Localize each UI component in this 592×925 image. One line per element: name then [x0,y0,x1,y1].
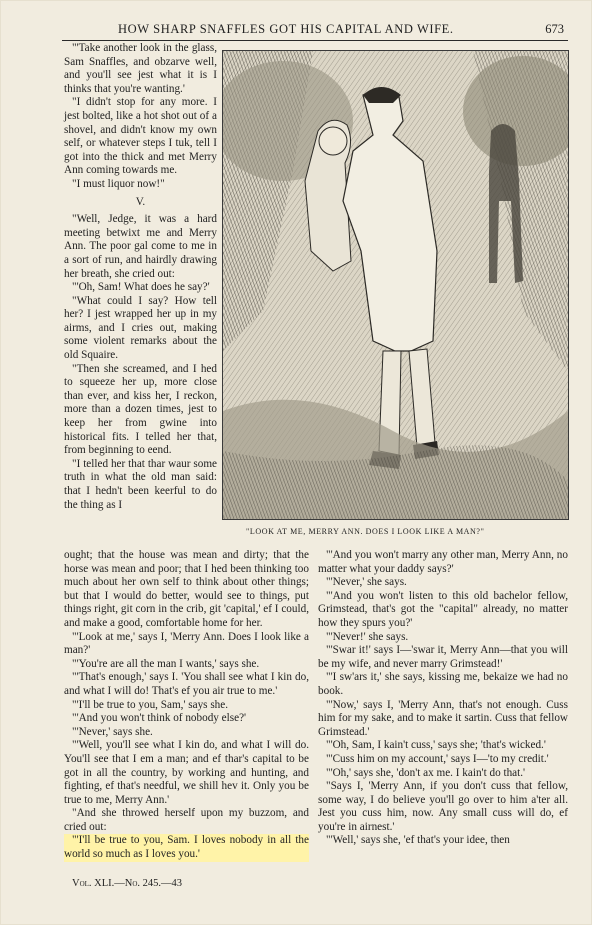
highlighted-paragraph: "'I'll be true to you, Sam. I loves nobody in all the world so much as I loves you.' [64,834,309,861]
bottom-right-column [318,549,568,848]
paragraph: "And she throwed herself upon my buzzom, and cried out: [64,807,309,833]
paragraph: "'That's enough,' says I. 'You shall see what I kin do, and what I will do! That's ef you air true to me.' [64,671,309,697]
page-number: 673 [545,22,564,36]
section-heading: V. [135,195,146,208]
paragraph: "'Oh,' says she, 'don't ax me. I kain't do that.' [326,766,526,779]
paragraph: "'Never!' she says. [326,630,409,643]
paragraph: "'And you won't think of nobody else?' [72,712,247,725]
paragraph: "'Well, you'll see what I kin do, and what I will do. You'll see that I em a man; and ef thar's capital to be got in all the country, by working and hunting, and fighting, ef that's needful, we shill hev it. Only you be true to me, Merry Ann.' [64,739,309,806]
paragraph: "'Take another look in the glass, Sam Snaffles, and obzarve well, and you'll see jest what it is I thinks that you're wanting.' [64,42,217,95]
paragraph: "I telled her that thar waur some truth in what the old man said: that I hedn't been keerful to do the thing as I [64,457,217,511]
paragraph: "I didn't stop for any more. I jest bolted, like a hot shot out of a shovel, and didn't know my own self, or whatever steps I tuk, tell I got into the thick and met Merry Ann coming towards me. [64,96,217,177]
header-title: HOW SHARP SNAFFLES GOT HIS CAPITAL AND WIFE. [118,22,454,36]
paragraph: "Then she screamed, and I hed to squeeze her up, more close than ever, and kiss her, I reckon, more than a dozen times, jest to keep her from gwine into historical fits. I telled her that, from beginning to eend. [64,362,217,457]
paragraph: "'Well,' says she, 'ef that's your idee, then [326,834,510,847]
paragraph: "'I'll be true to you, Sam,' says she. [72,698,229,711]
paragraph: "'Cuss him on my account,' says I—'to my credit.' [326,752,549,765]
paragraph: "'You're are all the man I wants,' says she. [72,657,260,670]
left-column-top [64,42,217,512]
paragraph: "'Never,' she says. [326,576,407,589]
paragraph: "'Swar it!' says I—'swar it, Merry Ann—that you will be my wife, and never marry Grimstead!' [318,644,568,670]
paragraph: ought; that the house was mean and dirty; that the horse was mean and poor; that I hed been thinking too much about her own self to think about other things; but that I would do better, would see to things, put things right, git corn in the crib, git 'capital,' ef I could, and make a good, comfortable home for her. [64,549,309,629]
paragraph: "Well, Jedge, it was a hard meeting betwixt me and Merry Ann. The poor gal come to me in a sort of run, and hairdly drawing her breath, she cried out: [64,213,217,280]
paragraph: "What could I say? How tell her? I jest wrapped her up in my airms, and I cries out, making some violent remarks about the old Squaire. [64,294,217,362]
illustration-caption: "LOOK AT ME, MERRY ANN. DOES I LOOK LIKE A MAN?" [246,527,485,536]
page-footer: Vol. XLI.—No. 245.—43 [72,878,183,889]
paragraph: "I must liquor now!" [72,177,165,190]
running-header [62,22,568,41]
paragraph: "'And you won't marry any other man, Merry Ann, no matter what your daddy says?' [318,549,568,575]
engraving-illustration [222,50,569,520]
paragraph: "'Look at me,' says I, 'Merry Ann. Does I look like a man?' [64,630,309,657]
paragraph: "'Never,' says she. [72,725,153,738]
paragraph: "'Oh, Sam, I kain't cuss,' says she; 'that's wicked.' [326,739,546,752]
paragraph: "'And you won't listen to this old bachelor fellow, Grimstead, that's got the "capital" already, no matter how they spurs you?' [318,589,568,629]
bottom-left-column [64,549,309,862]
paragraph: "'Oh, Sam! What does he say?' [72,281,210,294]
paragraph: "'I sw'ars it,' she says, kissing me, bekaize we had no book. [318,671,568,697]
paragraph: "Says I, 'Merry Ann, if you don't cuss that fellow, some way, I do believe you'll go over to him a'ter all. Jest you cuss him, now. Any small cuss will do, ef you're in airnest.' [318,780,568,833]
paragraph: "'Now,' says I, 'Merry Ann, that's not enough. Cuss him for my sake, and to make it sartin. Cuss that fellow Grimstead.' [318,698,568,738]
